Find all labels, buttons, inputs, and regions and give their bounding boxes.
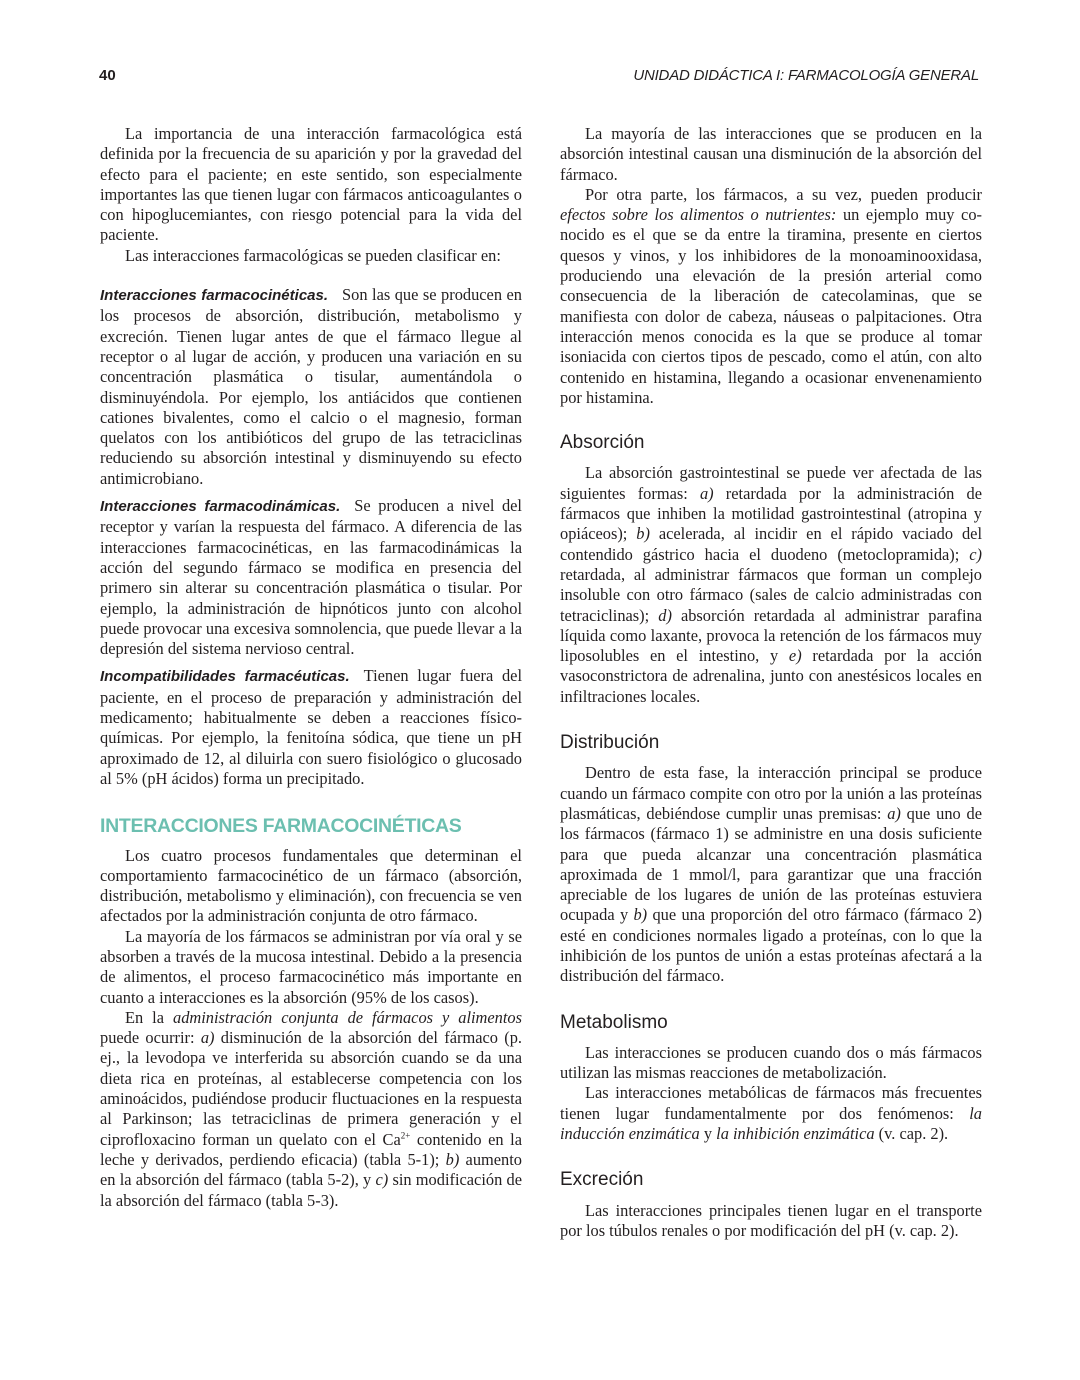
- term-pharmacodynamic: Interacciones farmacodinámicas.: [100, 498, 341, 516]
- emphasis: efectos sobre los alimentos o nutrientes:: [560, 205, 837, 225]
- term-pharmacokinetic: Interacciones farmacocinéticas.: [100, 287, 329, 305]
- subheading-distribucion: Distribución: [560, 732, 660, 754]
- type-incompatibilities: [100, 666, 522, 789]
- excrecion-paragraph: Las interacciones principales tienen lugar en el transporte por los túbulos renales o por modificación del pH (v. cap. 2).: [560, 1200, 982, 1240]
- type-pharmacokinetic: [100, 285, 522, 489]
- definition-text: Son las que se producen en los procesos de absorción, distribución, metabolismo y excreción. Tienen lugar antes de que el fármaco llegue al receptor o al lugar de acción, y producen una variación en su concentración plasmática o tisular, aumentándola o disminuyéndola. Por ejemplo, los antiácidos que contienen cationes bivalentes, como el calcio o el magnesio, forman quelatos con los antibióticos del grupo de las tetraciclinas reduciendo su absorción intestinal y disminuyendo su efecto antimicrobiano.: [100, 285, 522, 488]
- subheading-excrecion: Excreción: [560, 1169, 644, 1191]
- section-paragraph-1: Los cuatro procesos fundamentales que determinan el comportamiento farmacocinético de un fármaco (absorción, distribución, metabolismo y eliminación), con frecuencia se ven afectados por la administración conjunta de otro fármaco.: [100, 845, 522, 926]
- chapter-title: UNIDAD DIDÁCTICA I: FARMACOLOGÍA GENERAL: [633, 67, 979, 84]
- term-incompatibilities: Incompatibilidades farmacéuticas.: [100, 668, 350, 686]
- definition-text: Se producen a nivel del receptor y varían la respuesta del fármaco. A diferencia de las interacciones farmacocinéticas, en las farmacodinámicas la acción del segundo fármaco se modifica en presencia del primero sin alterar su concentración plasmática o tisular. Por ejemplo, la administración de hipnóticos junto con alcohol puede provocar una excesiva somnolencia, que puede llevar a la depresión del sistema nervioso central.: [100, 496, 522, 659]
- section-paragraph-3: En la administración conjunta de fármacos y alimentos puede ocurrir: a) disminución de la absorción del fármaco (p. ej., la levodopa ve interferida su absorción cuando se da una dieta rica en proteínas, al establecerse competencia con los aminoácidos, pudiéndose producir fluctuaciones en la respuesta al Parkinson; las tetraciclinas de primera generación y el ciprofloxacino forman un quelato con el $Ca^{2+}$ contenido en la leche y derivados, perdiendo eficacia) (tabla 5-1); b) aumento en la absorción del fármaco (tabla 5-2), y c) sin modificación de la absorción del fármaco (tabla 5-3).: [100, 1007, 522, 1210]
- superscript: 2+: [400, 1130, 411, 1141]
- food-effects-paragraph: Por otra parte, los fármacos, a su vez, pueden producir efectos sobre los alimentos o nutrientes: un ejemplo muy conocido es el que se da entre la tiramina, presente en ciertos quesos y vinos, y los inhibidores de la monoaminooxidasa, produciendo una elevación de la presión arterial como consecuencia de la liberación de catecolaminas, que se manifiesta con dolor de cabeza, náuseas o palpitaciones. Otra interacción menos conocida es la que se produce al tomar isoniacida con ciertos tipos de pescado, como el atún, con alto contenido en histamina, llegando a ocasionar envenenamiento por histamina.: [560, 184, 982, 407]
- section-heading: INTERACCIONES FARMACOCINÉTICAS: [100, 815, 462, 838]
- emphasis: administración conjunta de fármacos y alimentos: [173, 1007, 522, 1027]
- intro-paragraph-1: La importancia de una interacción farmacológica está definida por la frecuencia de su aparición y por la gravedad del efecto para el paciente; en este sentido, son especialmente importantes las que tienen lugar con fármacos anticoagulantes o con hipoglucemiantes, con riesgo potencial para la vida del paciente.: [100, 124, 522, 245]
- right-column: [560, 124, 982, 1241]
- left-column: [100, 124, 522, 1211]
- absorption-intro-paragraph: La mayoría de las interacciones que se producen en la absorción intestinal causan una disminución de la absorción del fármaco.: [560, 124, 982, 184]
- page-number: 40: [99, 67, 116, 84]
- absorcion-paragraph: La absorción gastrointestinal se puede ver afectada de las siguientes formas: a) retardada por la administración de fármacos que inhiben la motilidad gastrointestinal (atropina y opiáceos); b) acelerada, al incidir en el rápido vaciado del contendido gástrico hacia el duodeno (metoclopramida); c) retardada, al administrar fármacos que forman un complejo insoluble con otro fármaco (sales de calcio administradas con tetraciclinas); d) absorción retardada al administrar parafina líquida como laxante, provoca la retención de los fármacos muy liposolubles en el intestino, y e) retardada por la acción vasoconstrictora de adrenalina, junto con anestésicos locales en infiltraciones locales.: [560, 463, 983, 706]
- subheading-metabolismo: Metabolismo: [560, 1011, 668, 1033]
- section-paragraph-2: La mayoría de los fármacos se administran por vía oral y se absorben a través de la mucosa intestinal. Debido a la presencia de alimentos, el proceso farmacocinético más importante en cuanto a interacciones es la absorción (95% de los casos).: [100, 926, 522, 1007]
- subheading-absorcion: Absorción: [560, 432, 645, 454]
- distribucion-paragraph: Dentro de esta fase, la interacción principal se produce cuando un fármaco compite con otro por la unión a las proteínas plasmáticas, debiéndose cumplir unas premisas: a) que uno de los fármacos (fármaco 1) se administre en una dosis suficiente para que pueda alcanzar una concentración plasmática aproximada de 1 mmol/l, para garantizar que una fracción apreciable de los lugares de unión de las proteínas estuviera ocupada y b) que una proporción del otro fármaco (fármaco 2) esté en condiciones normales ligado a proteínas, con lo que la inhibición de los puntos de unión a estas proteínas afectará a la distribución del fármaco.: [560, 763, 983, 986]
- intro-paragraph-2: Las interacciones farmacológicas se pueden clasificar en:: [125, 245, 501, 265]
- running-header: [99, 67, 979, 89]
- type-pharmacodynamic: [100, 496, 522, 659]
- metabolismo-paragraph-2: Las interacciones metabólicas de fármacos más frecuentes tienen lugar fundamentalmente por dos fenómenos: la inducción enzimática y la inhibición enzimática (v. cap. 2).: [560, 1083, 982, 1144]
- metabolismo-paragraph-1: Las interacciones se producen cuando dos o más fármacos utilizan las mismas reacciones de metabolización.: [560, 1042, 982, 1083]
- definition-text: Tienen lugar fuera del paciente, en el proceso de preparación y administración del medicamento; habitualmente se deben a reacciones físico-químicas. Por ejemplo, la fenitoína sódica, que tiene un pH aproximado de 12, al diluirla con suero fisiológico o glucosado al 5% (pH ácidos) forma un precipitado.: [100, 666, 522, 788]
